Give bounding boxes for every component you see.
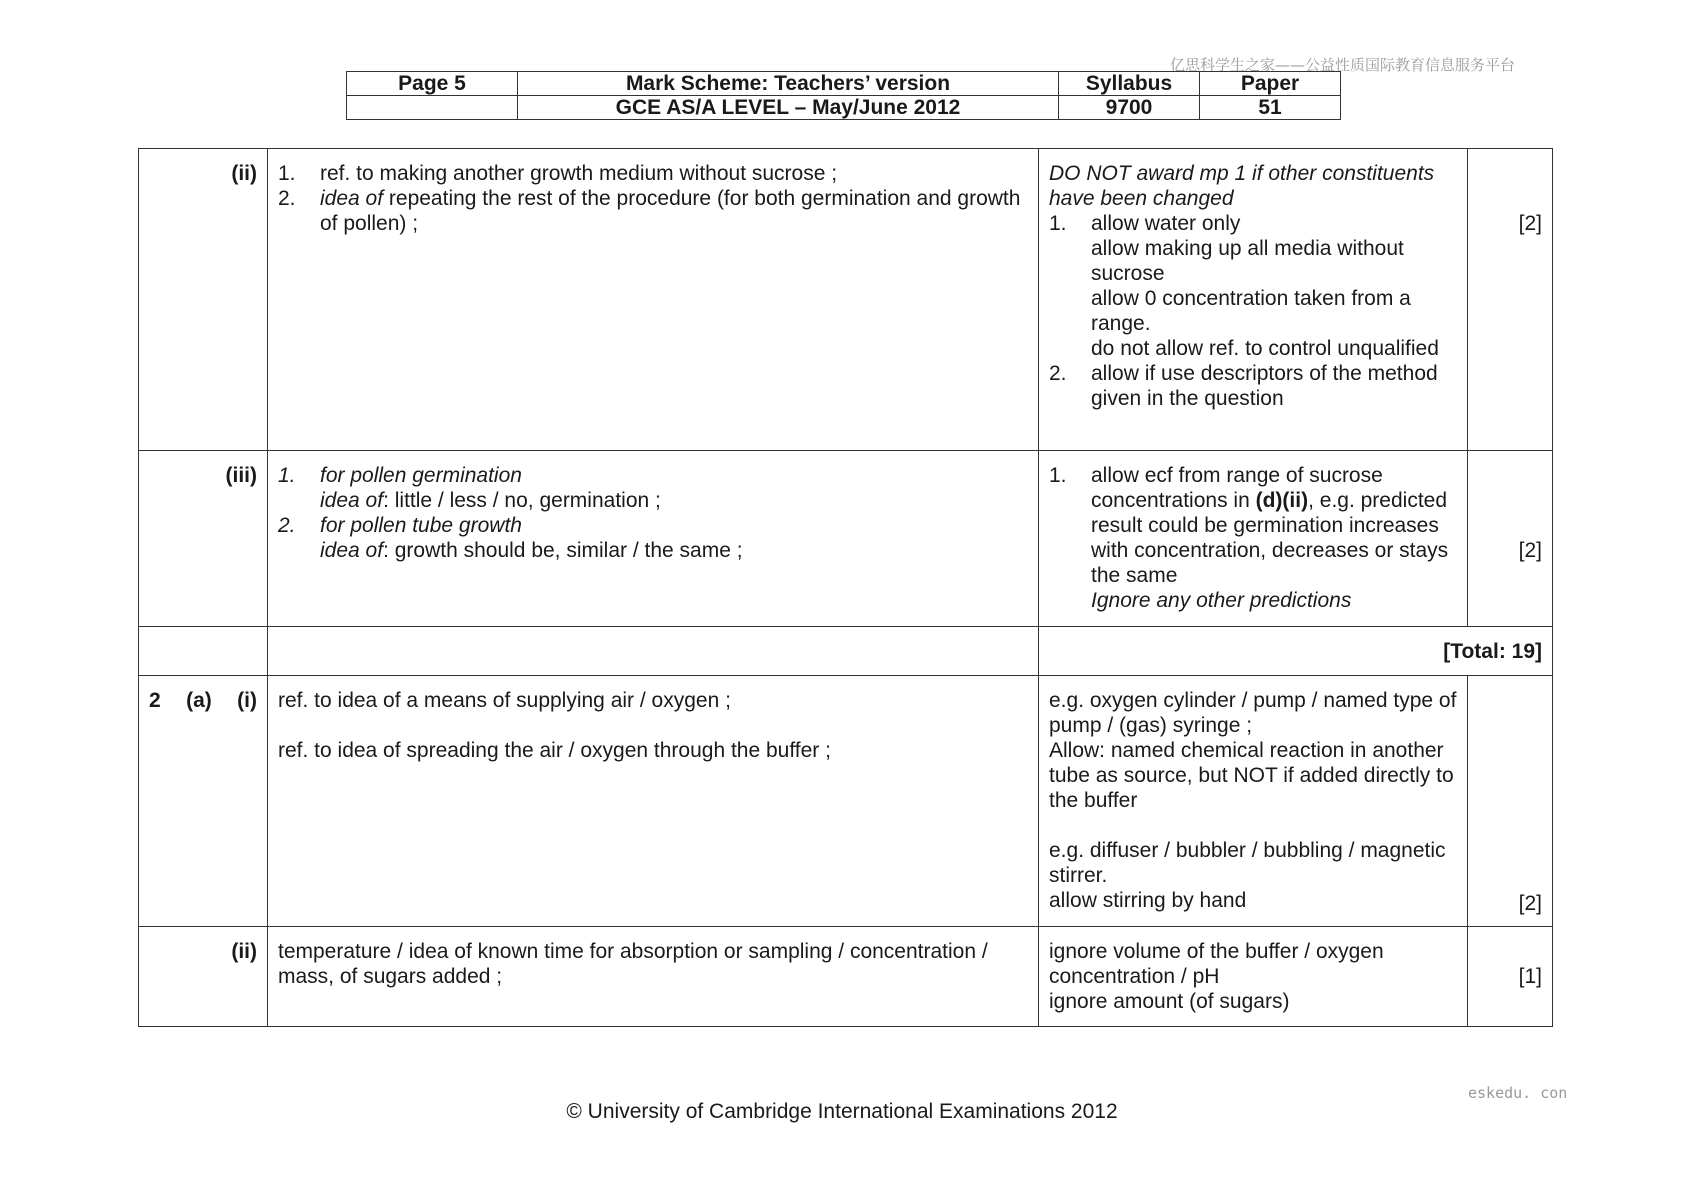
guidance-text: do not allow ref. to control unqualified (1091, 337, 1439, 360)
watermark-bottom: eskedu. con (1468, 1084, 1568, 1102)
question-label (139, 676, 268, 927)
question-label: (iii) (139, 451, 268, 627)
exam-session: GCE AS/A LEVEL – May/June 2012 (518, 96, 1059, 120)
page-number: Page 5 (347, 72, 518, 96)
item-number: 2. (278, 514, 296, 537)
paper-number: 51 (1200, 96, 1341, 120)
guidance-text: allow making up all media without sucrose (1091, 237, 1404, 285)
guidance-cell (1039, 451, 1468, 627)
question-number: 2 (149, 689, 161, 712)
answer-text: for pollen tube growth (320, 514, 522, 537)
list-item (278, 463, 1028, 513)
answer-text: for pollen germination (320, 464, 522, 487)
empty-cell (268, 627, 1039, 676)
question-subpart: (i) (237, 689, 257, 712)
marks: [2] (1518, 892, 1542, 915)
answer-text: ref. to idea of spreading the air / oxygen through the buffer ; (278, 739, 831, 762)
list-item (1049, 361, 1457, 411)
table-row (139, 676, 1553, 927)
table-row (139, 451, 1553, 627)
bold-text: (d)(ii) (1255, 489, 1309, 512)
guidance-text: allow water only (1091, 212, 1241, 235)
answer-text: ref. to making another growth medium without sucrose ; (320, 162, 838, 185)
total-marks: [Total: 19] (1039, 627, 1553, 676)
empty-cell (139, 627, 268, 676)
guidance-text: allow if use descriptors of the method given in the question (1091, 362, 1438, 410)
guidance-text: ignore amount (of sugars) (1049, 990, 1290, 1013)
answer-line (320, 538, 1028, 563)
syllabus-code: 9700 (1059, 96, 1200, 120)
question-label: (ii) (139, 149, 268, 451)
question-label: (ii) (139, 927, 268, 1027)
guidance-cell (1039, 676, 1468, 927)
table-row (139, 927, 1553, 1027)
header-table (346, 71, 1341, 120)
guidance-group (1091, 211, 1457, 361)
answer-text: : growth should be, similar / the same ; (383, 539, 743, 562)
marks: [1] (1518, 965, 1542, 988)
question-number-group (149, 688, 257, 713)
item-number: 2. (278, 187, 296, 210)
guidance-text: e.g. oxygen cylinder / pump / named type of pump / (gas) syringe ; (1049, 689, 1457, 737)
answer-text: repeating the rest of the procedure (for both germination and growth of pollen) ; (320, 187, 1021, 235)
italic-text: idea of (320, 489, 384, 512)
answer-text: : little / less / no, germination ; (383, 489, 661, 512)
marks: [2] (1518, 539, 1542, 562)
guidance-text: , e.g. predicted result could be germination increases with concentration, decreases or stays the same (1091, 489, 1449, 587)
answer-cell (268, 676, 1039, 927)
guidance-text: DO NOT award mp 1 if other constituents have been changed (1049, 162, 1435, 210)
item-number: 1. (1049, 464, 1067, 487)
item-number: 1. (278, 162, 296, 185)
marks-cell (1468, 149, 1553, 451)
document-title: Mark Scheme: Teachers’ version (518, 72, 1059, 96)
item-number: 2. (1049, 362, 1067, 385)
guidance-text: e.g. diffuser / bubbler / bubbling / magnetic stirrer. (1049, 839, 1446, 887)
answer-text: ref. to idea of a means of supplying air / oxygen ; (278, 689, 731, 712)
answer-cell (268, 451, 1039, 627)
answer-group (320, 463, 1028, 513)
question-part: (a) (186, 689, 212, 712)
guidance-group (1091, 463, 1457, 613)
answer-text: temperature / idea of known time for absorption or sampling / concentration / mass, of sugars added ; (268, 927, 1039, 1027)
copyright-footer: © University of Cambridge International Examinations 2012 (566, 1100, 1118, 1123)
marks-cell (1468, 451, 1553, 627)
italic-text: idea of (320, 187, 384, 210)
mark-scheme-table (138, 148, 1553, 1027)
marks-cell (1468, 676, 1553, 927)
list-item (1049, 463, 1457, 613)
item-number: 1. (278, 464, 296, 487)
watermark-top: 亿思科学生之家——公益性质国际教育信息服务平台 (1170, 56, 1516, 74)
guidance-text: allow ecf from range of sucrose concentrations in (1091, 464, 1383, 512)
answer-text (320, 186, 1028, 236)
answer-line (320, 488, 1028, 513)
answer-group (320, 513, 1028, 563)
guidance-cell (1039, 149, 1468, 451)
italic-text: idea of (320, 539, 384, 562)
marks: [2] (1518, 212, 1542, 235)
guidance-cell (1039, 927, 1468, 1027)
list-item (278, 513, 1028, 563)
guidance-text: Ignore any other predictions (1091, 589, 1352, 612)
guidance-line (1091, 463, 1457, 588)
item-number: 1. (1049, 212, 1067, 235)
guidance-text: allow 0 concentration taken from a range. (1091, 287, 1411, 335)
list-item (278, 161, 1028, 186)
list-item (278, 186, 1028, 236)
header-empty-cell (347, 96, 518, 120)
table-row (139, 149, 1553, 451)
table-row (139, 627, 1553, 676)
guidance-text: Allow: named chemical reaction in another tube as source, but NOT if added directly to the buffer (1049, 739, 1454, 812)
paper-label: Paper (1200, 72, 1341, 96)
list-item (1049, 211, 1457, 361)
guidance-text: ignore volume of the buffer / oxygen concentration / pH (1049, 940, 1384, 988)
marks-cell (1468, 927, 1553, 1027)
syllabus-label: Syllabus (1059, 72, 1200, 96)
guidance-text: allow stirring by hand (1049, 889, 1247, 912)
answer-cell (268, 149, 1039, 451)
